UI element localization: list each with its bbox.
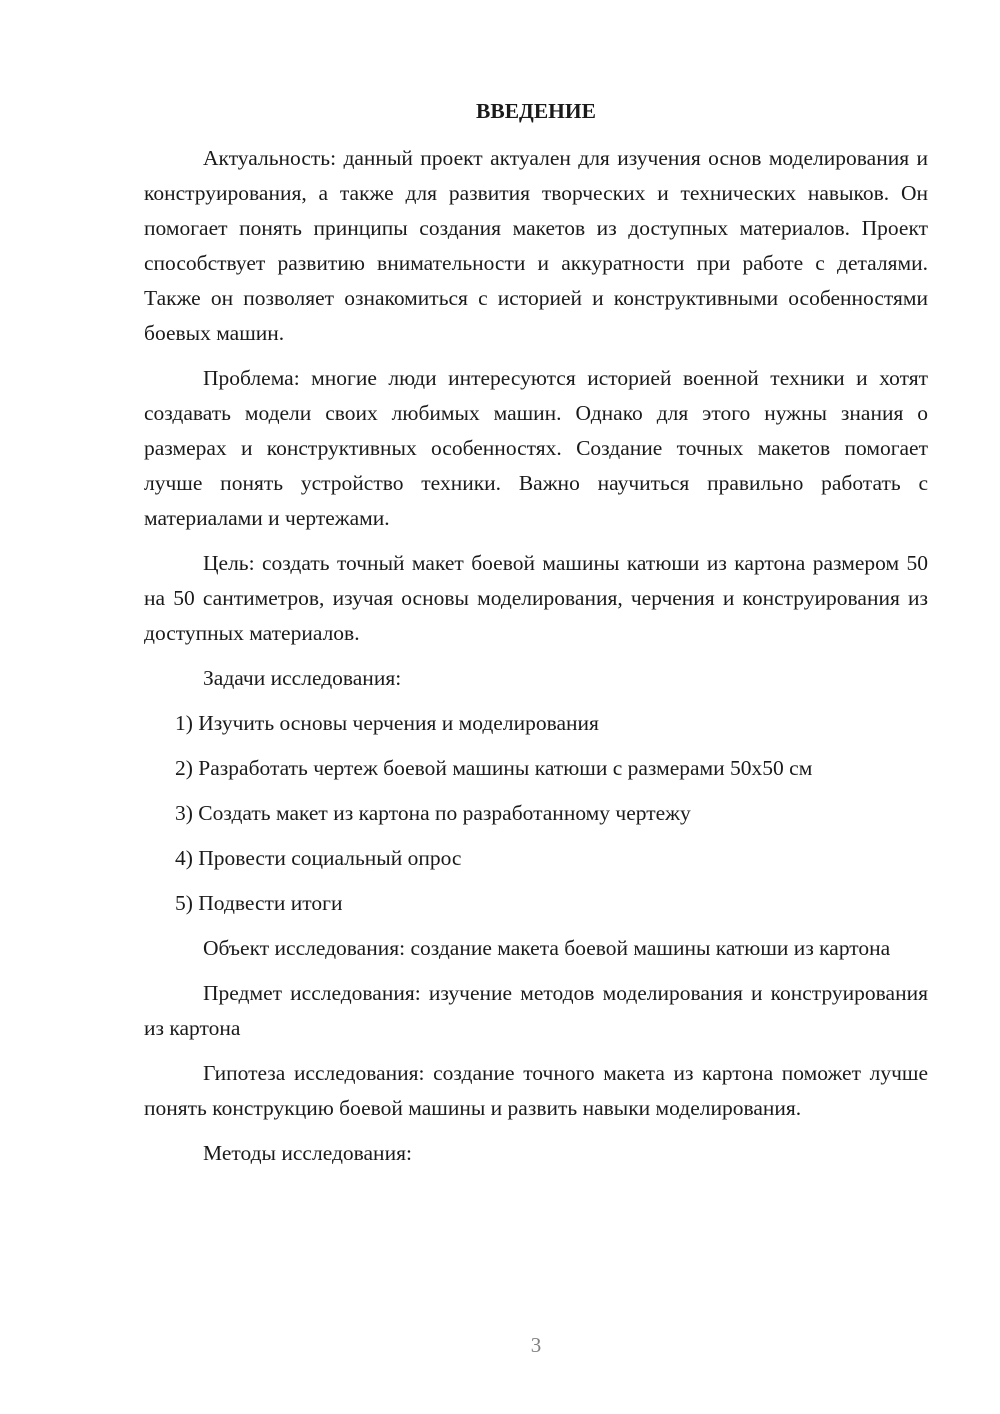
task-item-1: 1) Изучить основы черчения и моделирования (175, 711, 599, 735)
hypothesis-paragraph: Гипотеза исследования: создание точного макета из картона поможет лучше понять конструкцию боевой машины и развить навыки моделирования. (144, 1061, 928, 1120)
task-item-4: 4) Провести социальный опрос (175, 846, 462, 870)
object-paragraph: Объект исследования: создание макета боевой машины катюши из картона (203, 936, 891, 960)
task-item-3: 3) Создать макет из картона по разработанному чертежу (175, 801, 691, 825)
methods-heading: Методы исследования: (203, 1141, 412, 1165)
tasks-heading: Задачи исследования: (203, 666, 402, 690)
task-item-5: 5) Подвести итоги (175, 891, 343, 915)
problem-paragraph: Проблема: многие люди интересуются историей военной техники и хотят создавать модели своих любимых машин. Однако для этого нужны знания о размерах и конструктивных особенностях. Создание точных макетов помогает лучше понять устройство техники. Важно научиться правильно работать с материалами и чертежами. (144, 366, 928, 530)
section-title: ВВЕДЕНИЕ (476, 99, 596, 123)
goal-paragraph: Цель: создать точный макет боевой машины катюши из картона размером 50 на 50 сантиметров, изучая основы моделирования, черчения и конструирования из доступных материалов. (144, 551, 928, 645)
page-number: 3 (530, 1333, 542, 1357)
tasks-list (144, 706, 928, 921)
page-content (144, 94, 928, 1181)
subject-paragraph: Предмет исследования: изучение методов моделирования и конструирования из картона (144, 981, 928, 1040)
relevance-paragraph: Актуальность: данный проект актуален для изучения основ моделирования и конструирования, а также для развития творческих и технических навыков. Он помогает понять принципы создания макетов из доступных материалов. Проект способствует развитию внимательности и аккуратности при работе с деталями. Также он позволяет ознакомиться с историей и конструктивными особенностями боевых машин. (144, 146, 928, 345)
task-item-2: 2) Разработать чертеж боевой машины катюши с размерами 50х50 см (175, 756, 813, 780)
